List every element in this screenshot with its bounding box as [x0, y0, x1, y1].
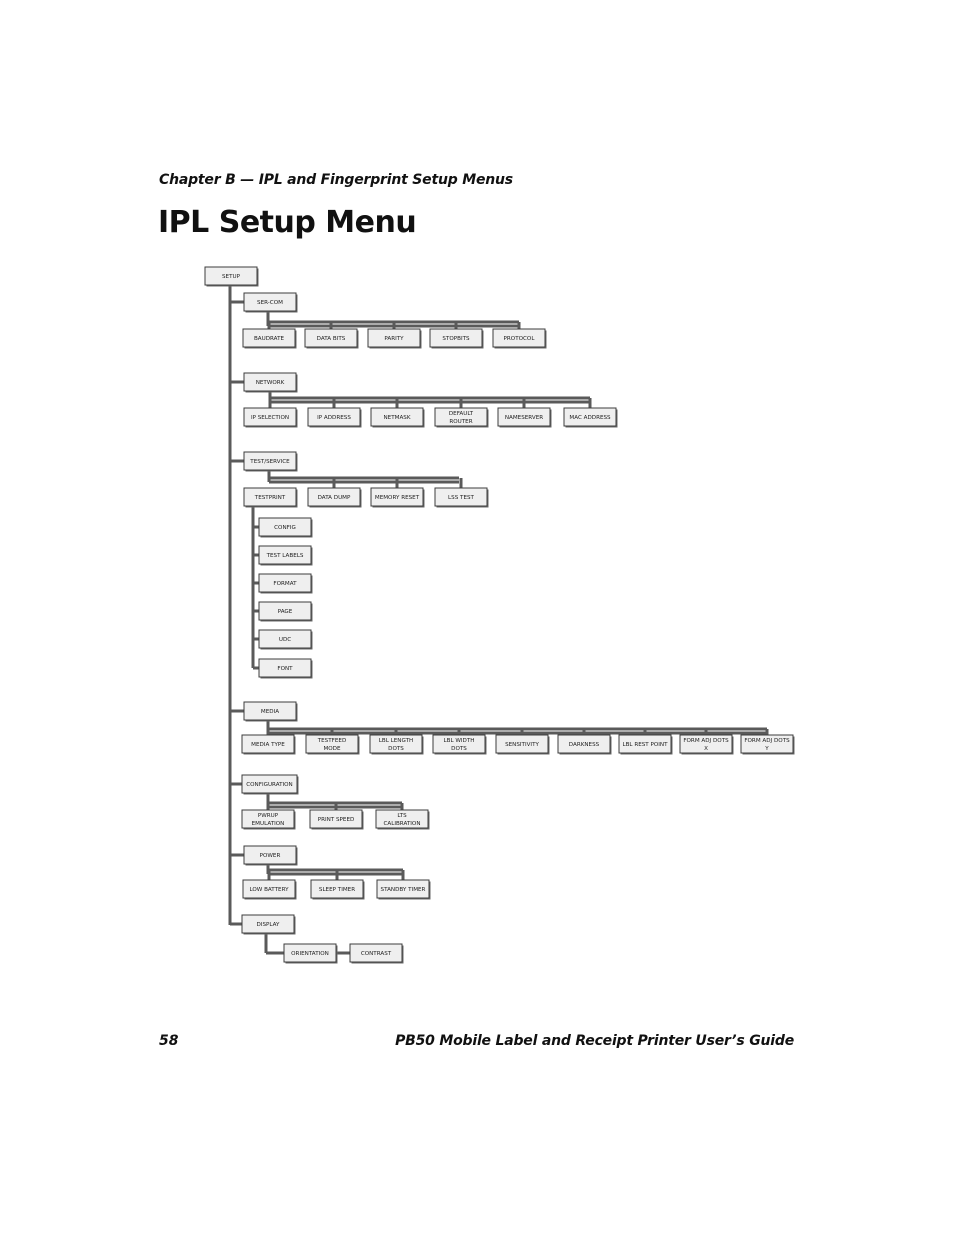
- box-label: PROTOCOL: [503, 336, 535, 342]
- menu-box-display: [242, 915, 296, 935]
- box-label: CONTRAST: [360, 951, 392, 957]
- menu-box-power: [244, 846, 298, 866]
- menu-box-parity: [368, 329, 422, 349]
- menu-box-mac-address: [564, 408, 618, 428]
- box-label: LOW BATTERY: [249, 887, 289, 893]
- box-label: FORMAT: [273, 581, 297, 587]
- box-label: NETMASK: [383, 415, 411, 421]
- box-label: SLEEP TIMER: [318, 887, 356, 893]
- box-label: FORM ADJ DOTS X: [683, 738, 729, 752]
- box-label: UDC: [278, 637, 292, 643]
- menu-box-data-dump: [308, 488, 362, 508]
- box-label: DEFAULT ROUTER: [448, 411, 474, 425]
- menu-box-lbl-width-dots: [433, 735, 487, 755]
- menu-box-contrast: [350, 944, 404, 964]
- box-label: PWRUP EMULATION: [251, 813, 285, 827]
- box-label: LBL LENGTH DOTS: [378, 738, 414, 752]
- box-label: STANDBY TIMER: [380, 887, 426, 893]
- box-label: TEST LABELS: [266, 553, 304, 559]
- menu-box-lts-calibration: [376, 810, 430, 830]
- box-label: FORM ADJ DOTS Y: [744, 738, 790, 752]
- box-label: STOPBITS: [442, 336, 470, 342]
- diagram-boxes: [205, 267, 795, 964]
- box-label: SER-COM: [257, 300, 283, 306]
- box-label: DISPLAY: [256, 922, 280, 928]
- menu-box-config: [259, 518, 313, 538]
- menu-box-darkness: [558, 735, 612, 755]
- box-label: LTS CALIBRATION: [383, 813, 421, 827]
- box-label: SETUP: [222, 274, 240, 280]
- box-label: POWER: [259, 853, 281, 859]
- box-label: PARITY: [384, 336, 404, 342]
- menu-box-lss-test: [435, 488, 489, 508]
- box-label: MEDIA: [260, 709, 280, 715]
- box-label: LSS TEST: [448, 495, 474, 501]
- menu-box-test-service: [244, 452, 298, 472]
- menu-box-format: [259, 574, 313, 594]
- box-label: PRINT SPEED: [317, 817, 355, 823]
- menu-box-ser-com: [244, 293, 298, 313]
- menu-box-default-router: [435, 408, 489, 428]
- box-label: MEDIA TYPE: [251, 742, 285, 748]
- menu-box-media: [244, 702, 298, 722]
- menu-box-print-speed: [310, 810, 364, 830]
- menu-box-lbl-rest-point: [619, 735, 673, 755]
- menu-box-ip-address: [308, 408, 362, 428]
- box-label: CONFIGURATION: [246, 782, 293, 788]
- box-label: IP ADDRESS: [317, 415, 351, 421]
- box-label: NAMESERVER: [504, 415, 544, 421]
- box-label: ORIENTATION: [291, 951, 329, 957]
- page-title: IPL Setup Menu: [158, 205, 417, 240]
- box-label: CONFIG: [274, 525, 296, 531]
- box-label: FONT: [277, 666, 293, 672]
- box-label: DATA DUMP: [317, 495, 351, 501]
- box-label: TESTPRINT: [254, 495, 286, 501]
- menu-box-udc: [259, 630, 313, 650]
- menu-box-data-bits: [305, 329, 359, 349]
- menu-box-low-battery: [243, 880, 297, 900]
- guide-title: PB50 Mobile Label and Receipt Printer User’s Guide: [395, 1033, 794, 1049]
- box-label: NETWORK: [255, 380, 285, 386]
- menu-box-form-adj-dots-y: [741, 735, 795, 755]
- box-label: MEMORY RESET: [374, 495, 420, 501]
- menu-box-baudrate: [243, 329, 297, 349]
- menu-box-configuration: [242, 775, 299, 795]
- menu-box-font: [259, 659, 313, 679]
- menu-box-page: [259, 602, 313, 622]
- menu-box-setup: [205, 267, 259, 287]
- box-label: IP SELECTION: [250, 415, 290, 421]
- box-label: SENSITIVITY: [505, 742, 539, 748]
- box-label: PAGE: [277, 609, 293, 615]
- menu-box-sensitivity: [496, 735, 550, 755]
- box-label: LBL REST POINT: [622, 742, 668, 748]
- menu-box-lbl-length-dots: [370, 735, 424, 755]
- menu-box-form-adj-dots-x: [680, 735, 734, 755]
- menu-box-ip-selection: [244, 408, 298, 428]
- menu-box-memory-reset: [371, 488, 425, 508]
- box-label: DATA BITS: [316, 336, 346, 342]
- menu-box-standby-timer: [377, 880, 431, 900]
- menu-box-orientation: [284, 944, 338, 964]
- chapter-heading: Chapter B — IPL and Fingerprint Setup Menus: [159, 172, 513, 188]
- menu-box-nameserver: [498, 408, 552, 428]
- box-label: LBL WIDTH DOTS: [443, 738, 475, 752]
- box-label: MAC ADDRESS: [569, 415, 611, 421]
- menu-box-sleep-timer: [311, 880, 365, 900]
- menu-box-netmask: [371, 408, 425, 428]
- menu-box-protocol: [493, 329, 547, 349]
- box-label: TESTFEED MODE: [317, 738, 347, 752]
- menu-box-pwrup-emulation: [242, 810, 296, 830]
- box-label: DARKNESS: [568, 742, 600, 748]
- menu-box-media-type: [242, 735, 296, 755]
- menu-box-test-labels: [259, 546, 313, 566]
- menu-box-stopbits: [430, 329, 484, 349]
- menu-box-network: [244, 373, 298, 393]
- page-number: 58: [159, 1033, 179, 1049]
- menu-box-testfeed-mode: [306, 735, 360, 755]
- box-label: BAUDRATE: [253, 336, 285, 342]
- menu-box-testprint: [244, 488, 298, 508]
- box-label: TEST/SERVICE: [250, 459, 290, 465]
